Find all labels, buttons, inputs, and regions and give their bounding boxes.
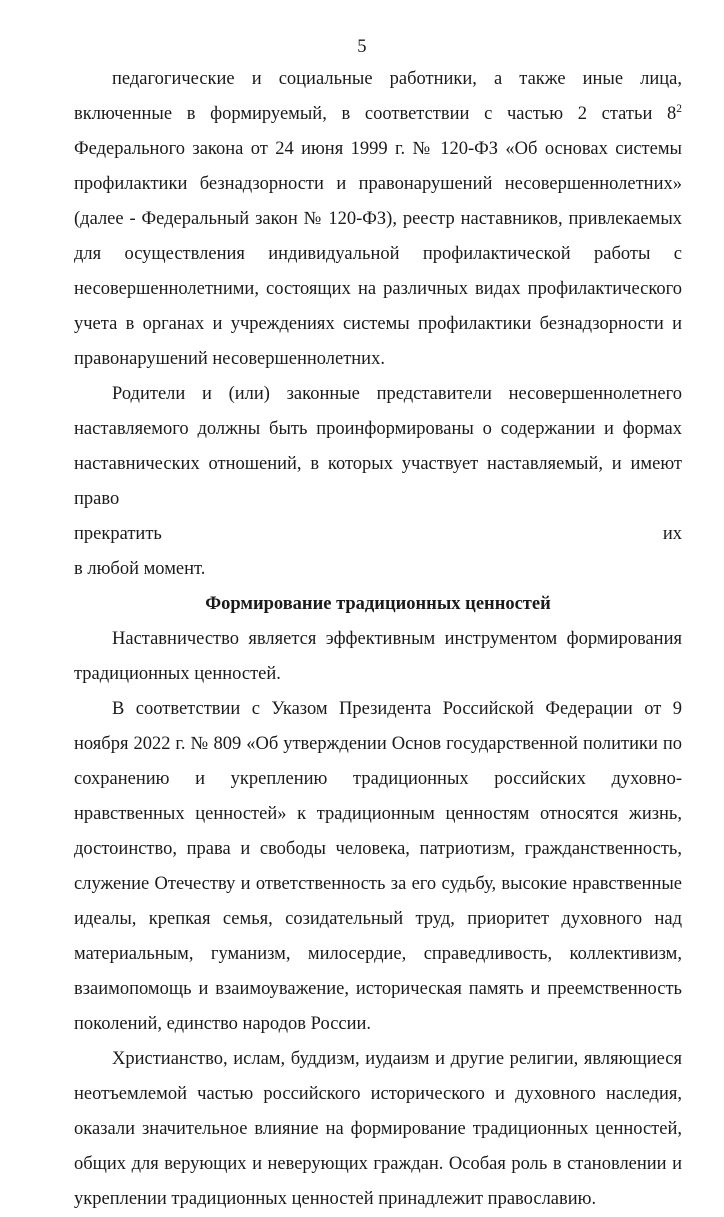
paragraph-2-forced-line-left: прекратить (74, 524, 162, 544)
paragraph-3: Наставничество является эффективным инструментом формирования традиционных ценностей. (74, 629, 682, 684)
footnote-marker: 2 (676, 102, 682, 115)
paragraph-2-text: Родители и (или) законные представители несовершеннолетнего наставляемого должны быть проинформированы о содержании и формах наставнических отношений, в которых участвует наставляемый, и имеют право (74, 384, 682, 509)
page-number: 5 (357, 37, 367, 57)
paragraph-4: В соответствии с Указом Президента Российской Федерации от 9 ноября 2022 г. № 809 «Об утверждении Основ государственной политики по сохранению и укреплению традиционных российских духовно-нравственных ценностей» к традиционным ценностям относятся жизнь, достоинство, права и свободы человека, патриотизм, гражданственность, служение Отечеству и ответственность за его судьбу, высокие нравственные идеалы, крепкая семья, созидательный труд, приоритет духовного над материальным, гуманизм, милосердие, справедливость, коллективизм, взаимопомощь и взаимоуважение, историческая память и преемственность поколений, единство народов России. (74, 699, 682, 1034)
paragraph-1-text-after-footnote: Федерального закона от 24 июня 1999 г. № 120-ФЗ «Об основах системы профилактики безнадзорности и правонарушений несовершеннолетних» (далее - Федеральный закон № 120-ФЗ), реестр наставников, привлекаемых для осуществления индивидуальной профилактической работы с несовершеннолетними, состоящих на различных видах профилактического учета в органах и учреждениях системы профилактики безнадзорности и правонарушений несовершеннолетних. (74, 139, 682, 369)
document-body (74, 62, 682, 1217)
paragraph-5: Христианство, ислам, буддизм, иудаизм и другие религии, являющиеся неотъемлемой частью российского исторического и духовного наследия, оказали значительное влияние на формирование традиционных ценностей, общих для верующих и неверующих граждан. Особая роль в становлении и укреплении традиционных ценностей принадлежит православию. (74, 1049, 682, 1209)
paragraph-2-forced-line-right: их (662, 524, 682, 544)
paragraph-2-tail-line: в любой момент. (74, 559, 206, 579)
section-heading-traditional-values: Формирование традиционных ценностей (205, 594, 551, 614)
paragraph-2 (74, 377, 682, 517)
paragraph-2-forced-line (74, 517, 682, 552)
paragraph-1-text-before-footnote: педагогические и социальные работники, а также иные лица, включенные в формируемый, в соответствии с частью 2 статьи 8 (74, 69, 682, 124)
paragraph-1 (74, 62, 682, 377)
